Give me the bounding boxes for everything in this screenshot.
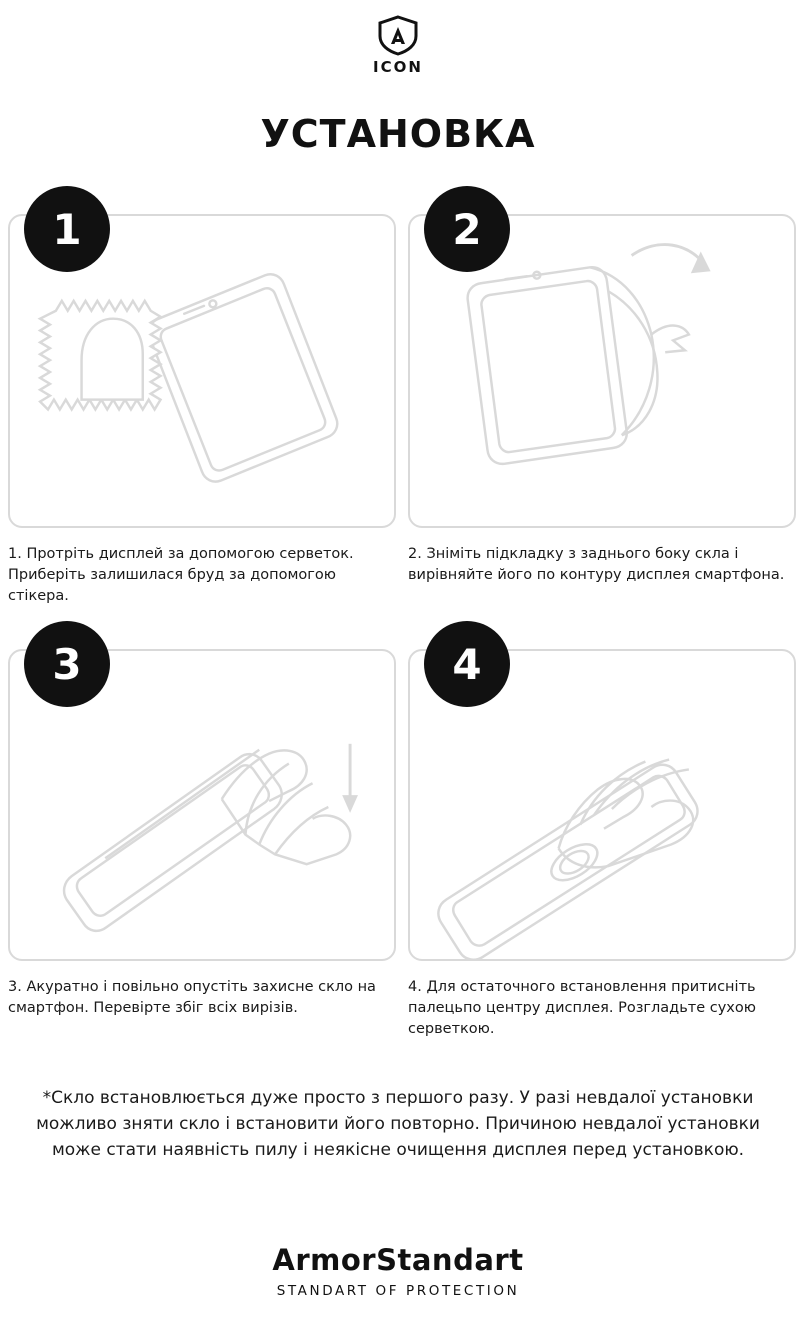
step-3-figure (8, 639, 396, 961)
step-1-badge: 1 (24, 186, 110, 272)
step-2 (408, 204, 796, 607)
step-2-badge: 2 (424, 186, 510, 272)
step-4-caption: 4. Для остаточного встановлення притисніть палецьпо центру дисплея. Розгладьте сухою серветкою. (408, 979, 756, 1038)
step-4-figure (408, 639, 796, 961)
steps-grid (0, 204, 796, 1040)
step-4 (408, 639, 796, 1040)
step-3-badge: 3 (24, 621, 110, 707)
step-1-caption: 1. Протріть дисплей за допомогою серветок. Приберіть залишилася бруд за допомогою стікера. (8, 546, 354, 605)
brand-wordmark: ICON (373, 58, 423, 76)
step-1 (8, 204, 396, 607)
step-3 (8, 639, 396, 1040)
step-2-caption: 2. Зніміть підкладку з заднього боку скла і вирівняйте його по контуру дисплея смартфона. (408, 546, 785, 584)
step-1-figure (8, 204, 396, 528)
brand-header (0, 0, 796, 76)
step-2-figure (408, 204, 796, 528)
footnote: *Скло встановлюється дуже просто з першого разу. У разі невдалої установки можливо зняти скло і встановити його повторно. Причиною невдалої установки може стати наявність пилу і неякісне очищення дисплея перед установкою. (36, 1088, 760, 1160)
armor-shield-a-icon (375, 14, 421, 56)
footer-brand-name: ArmorStandart (272, 1243, 524, 1277)
footer-brand (0, 1243, 796, 1299)
step-4-badge: 4 (424, 621, 510, 707)
step-3-caption: 3. Акуратно і повільно опустіть захисне скло на смартфон. Перевірте збіг всіх вирізів. (8, 979, 376, 1017)
footer-tagline: STANDART OF PROTECTION (276, 1283, 520, 1299)
page-title: УСТАНОВКА (260, 112, 536, 156)
